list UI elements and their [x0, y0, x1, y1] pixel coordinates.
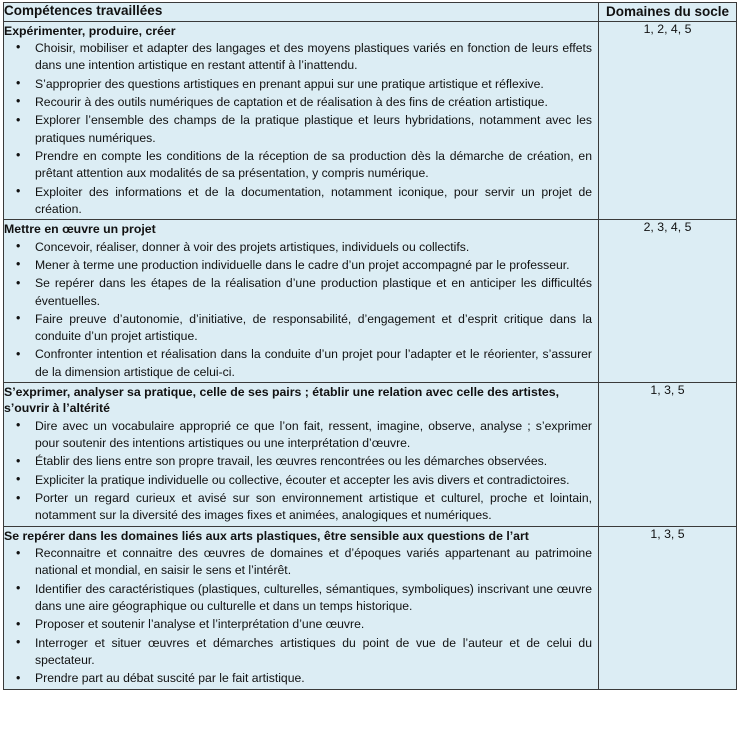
header-competences: Compétences travaillées [4, 3, 599, 22]
list-item: • Dire avec un vocabulaire approprié ce que l’on fait, ressent, imagine, observe, analyse ; s’exprimer pour soutenir des intentions artistiques ou une interprétation d’œuvre. [4, 418, 598, 453]
list-item: • Prendre en compte les conditions de la réception de sa production dès la démarche de création, en prêtant attention aux modalités de sa présentation, y compris numérique. [4, 148, 598, 183]
domaines-cell: 2, 3, 4, 5 [599, 220, 737, 383]
domaines-cell: 1, 2, 4, 5 [599, 21, 737, 220]
competence-list [4, 418, 598, 525]
competences-cell [4, 383, 599, 527]
list-item: • Identifier des caractéristiques (plastiques, culturelles, sémantiques, symboliques) inscrivant une œuvre dans une aire géographique ou culturelle et dans un temps historique. [4, 581, 598, 616]
section-title: S’exprimer, analyser sa pratique, celle de ses pairs ; établir une relation avec celle des artistes, s’ouvrir à l’altérité [4, 385, 560, 416]
header-domaines: Domaines du socle [599, 3, 737, 22]
list-item: • Porter un regard curieux et avisé sur son environnement artistique et culturel, proche et lointain, notamment sur la diversité des images fixes et animées, analogiques et numériques. [4, 490, 598, 525]
list-item: • Expliciter la pratique individuelle ou collective, écouter et accepter les avis divers et contradictoires. [4, 472, 598, 489]
list-item: • Recourir à des outils numériques de captation et de réalisation à des fins de création artistique. [4, 94, 598, 111]
list-item: • Se repérer dans les étapes de la réalisation d’une production plastique et en anticiper les difficultés éventuelles. [4, 275, 598, 310]
table-body [4, 21, 737, 689]
table-row [4, 383, 737, 527]
domaines-cell: 1, 3, 5 [599, 526, 737, 689]
list-item: • Prendre part au débat suscité par le fait artistique. [4, 670, 598, 687]
table-row [4, 21, 737, 220]
list-item: • Proposer et soutenir l’analyse et l’interprétation d’une œuvre. [4, 616, 598, 633]
table-row [4, 220, 737, 383]
section-title: Expérimenter, produire, créer [4, 23, 176, 38]
table-header-row [4, 3, 737, 22]
list-item: • Exploiter des informations et de la documentation, notamment iconique, pour servir un projet de création. [4, 184, 598, 219]
list-item: • Confronter intention et réalisation dans la conduite d’un projet pour l’adapter et le réorienter, s’assurer de la dimension artistique de celui-ci. [4, 346, 598, 381]
competences-cell [4, 526, 599, 689]
list-item: • Faire preuve d’autonomie, d’initiative, de responsabilité, d’engagement et d’esprit critique dans la conduite d’un projet artistique. [4, 311, 598, 346]
list-item: • Mener à terme une production individuelle dans le cadre d’un projet accompagné par le professeur. [4, 257, 598, 274]
section-title: Se repérer dans les domaines liés aux arts plastiques, être sensible aux questions de l’art [4, 528, 529, 543]
list-item: • Établir des liens entre son propre travail, les œuvres rencontrées ou les démarches observées. [4, 453, 598, 470]
section-title: Mettre en œuvre un projet [4, 222, 156, 237]
competences-table [3, 2, 737, 690]
list-item: • S’approprier des questions artistiques en prenant appui sur une pratique artistique et réflexive. [4, 76, 598, 93]
competence-list [4, 545, 598, 688]
table-row [4, 526, 737, 689]
competences-cell [4, 21, 599, 220]
list-item: • Choisir, mobiliser et adapter des langages et des moyens plastiques variés en fonction de leurs effets dans une intention artistique en restant attentif à l’inattendu. [4, 40, 598, 75]
competences-cell [4, 220, 599, 383]
competence-list [4, 239, 598, 382]
list-item: • Reconnaitre et connaitre des œuvres de domaines et d’époques variés appartenant au patrimoine national et mondial, en saisir le sens et l’intérêt. [4, 545, 598, 580]
list-item: • Interroger et situer œuvres et démarches artistiques du point de vue de l’auteur et de celui du spectateur. [4, 635, 598, 670]
domaines-cell: 1, 3, 5 [599, 383, 737, 527]
list-item: • Concevoir, réaliser, donner à voir des projets artistiques, individuels ou collectifs. [4, 239, 598, 256]
competence-list [4, 40, 598, 218]
list-item: • Explorer l’ensemble des champs de la pratique plastique et leurs hybridations, notamment avec les pratiques numériques. [4, 112, 598, 147]
